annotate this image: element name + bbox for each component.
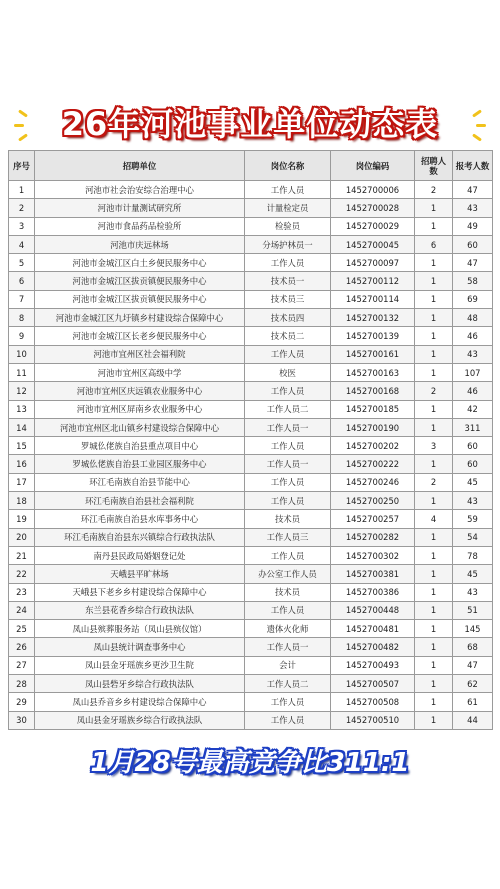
cell-applicants: 145: [453, 620, 493, 638]
cell-unit: 凤山县砦牙乡综合行政执法队: [35, 675, 245, 693]
cell-applicants: 61: [453, 693, 493, 711]
cell-recruit: 1: [415, 528, 453, 546]
cell-position: 技术员二: [245, 327, 331, 345]
cell-applicants: 49: [453, 217, 493, 235]
cell-no: 21: [9, 546, 35, 564]
cell-recruit: 1: [415, 290, 453, 308]
cell-position: 工作人员: [245, 181, 331, 199]
cell-recruit: 1: [415, 418, 453, 436]
cell-position: 工作人员一: [245, 455, 331, 473]
cell-position: 工作人员: [245, 492, 331, 510]
cell-no: 15: [9, 437, 35, 455]
cell-recruit: 1: [415, 363, 453, 381]
table-row: [9, 309, 493, 327]
table-row: [9, 693, 493, 711]
cell-unit: 天峨县下老乡乡村建设综合保障中心: [35, 583, 245, 601]
cell-applicants: 45: [453, 473, 493, 491]
cell-position: 工作人员二: [245, 675, 331, 693]
cell-applicants: 60: [453, 455, 493, 473]
cell-unit: 河池市庆远林场: [35, 235, 245, 253]
cell-code: 1452700381: [331, 565, 415, 583]
cell-no: 11: [9, 363, 35, 381]
table-row: [9, 473, 493, 491]
cell-unit: 河池市宜州区庆远镇农业服务中心: [35, 382, 245, 400]
header-applicants-label: 报考人数: [455, 160, 490, 171]
table-row: [9, 400, 493, 418]
table-row: [9, 510, 493, 528]
header-recruit: [415, 151, 453, 181]
cell-code: 1452700508: [331, 693, 415, 711]
cell-code: 1452700250: [331, 492, 415, 510]
cell-unit: 凤山县乔音乡乡村建设综合保障中心: [35, 693, 245, 711]
table-row: [9, 675, 493, 693]
cell-position: 办公室工作人员: [245, 565, 331, 583]
cell-code: 1452700493: [331, 656, 415, 674]
cell-recruit: 6: [415, 235, 453, 253]
cell-position: 工作人员: [245, 437, 331, 455]
cell-no: 18: [9, 492, 35, 510]
table-header-row: [9, 151, 493, 181]
cell-position: 分场护林员一: [245, 235, 331, 253]
cell-code: 1452700168: [331, 382, 415, 400]
cell-recruit: 1: [415, 400, 453, 418]
cell-unit: 河池市金城江区白土乡便民服务中心: [35, 254, 245, 272]
recruitment-table-container: [8, 150, 492, 730]
cell-recruit: 1: [415, 272, 453, 290]
cell-recruit: 1: [415, 638, 453, 656]
table-row: [9, 199, 493, 217]
cell-recruit: 2: [415, 181, 453, 199]
cell-applicants: 47: [453, 656, 493, 674]
cell-code: 1452700161: [331, 345, 415, 363]
cell-position: 工作人员三: [245, 528, 331, 546]
cell-unit: 环江毛南族自治县社会福利院: [35, 492, 245, 510]
cell-recruit: 4: [415, 510, 453, 528]
cell-code: 1452700185: [331, 400, 415, 418]
cell-code: 1452700481: [331, 620, 415, 638]
cell-no: 13: [9, 400, 35, 418]
cell-code: 1452700006: [331, 181, 415, 199]
cell-position: 工作人员: [245, 601, 331, 619]
cell-unit: 罗城仫佬族自治县工业园区服务中心: [35, 455, 245, 473]
table-body: [9, 181, 493, 730]
table-row: [9, 565, 493, 583]
cell-recruit: 1: [415, 656, 453, 674]
header-unit: 招聘单位: [35, 151, 245, 181]
cell-unit: 东兰县花香乡综合行政执法队: [35, 601, 245, 619]
cell-applicants: 45: [453, 565, 493, 583]
cell-no: 22: [9, 565, 35, 583]
cell-position: 计量检定员: [245, 199, 331, 217]
cell-unit: 凤山县金牙瑶族乡综合行政执法队: [35, 711, 245, 729]
cell-unit: 罗城仫佬族自治县重点项目中心: [35, 437, 245, 455]
cell-code: 1452700386: [331, 583, 415, 601]
header-no: 序号: [9, 151, 35, 181]
cell-position: 校医: [245, 363, 331, 381]
cell-unit: 河池市金城江区拔贡镇便民服务中心: [35, 290, 245, 308]
cell-recruit: 1: [415, 711, 453, 729]
table-row: [9, 290, 493, 308]
cell-applicants: 43: [453, 345, 493, 363]
cell-recruit: 1: [415, 217, 453, 235]
cell-position: 工作人员二: [245, 400, 331, 418]
cell-unit: 河池市宜州区社会福利院: [35, 345, 245, 363]
table-row: [9, 345, 493, 363]
table-row: [9, 418, 493, 436]
cell-recruit: 1: [415, 309, 453, 327]
table-row: [9, 492, 493, 510]
cell-position: 技术员: [245, 510, 331, 528]
table-row: [9, 711, 493, 729]
cell-applicants: 311: [453, 418, 493, 436]
cell-position: 工作人员: [245, 254, 331, 272]
cell-applicants: 69: [453, 290, 493, 308]
cell-no: 3: [9, 217, 35, 235]
table-row: [9, 235, 493, 253]
bottom-background: [0, 790, 500, 889]
cell-recruit: 2: [415, 473, 453, 491]
cell-applicants: 59: [453, 510, 493, 528]
cell-recruit: 1: [415, 199, 453, 217]
cell-applicants: 46: [453, 382, 493, 400]
cell-recruit: 1: [415, 254, 453, 272]
cell-no: 10: [9, 345, 35, 363]
cell-code: 1452700045: [331, 235, 415, 253]
cell-unit: 河池市金城江区长老乡便民服务中心: [35, 327, 245, 345]
table-row: [9, 528, 493, 546]
cell-code: 1452700302: [331, 546, 415, 564]
cell-unit: 天峨县平旷林场: [35, 565, 245, 583]
cell-no: 6: [9, 272, 35, 290]
cell-recruit: 1: [415, 546, 453, 564]
table-row: [9, 272, 493, 290]
cell-position: 工作人员: [245, 693, 331, 711]
cell-recruit: 1: [415, 492, 453, 510]
cell-no: 24: [9, 601, 35, 619]
page-title: 26年河池事业单位动态表: [61, 105, 439, 143]
cell-applicants: 51: [453, 601, 493, 619]
cell-position: 技术员一: [245, 272, 331, 290]
cell-code: 1452700029: [331, 217, 415, 235]
cell-recruit: 1: [415, 345, 453, 363]
cell-code: 1452700028: [331, 199, 415, 217]
cell-no: 28: [9, 675, 35, 693]
cell-unit: 凤山县殡葬服务站（凤山县殡仪馆）: [35, 620, 245, 638]
cell-code: 1452700246: [331, 473, 415, 491]
cell-applicants: 43: [453, 583, 493, 601]
recruitment-table: [8, 150, 493, 730]
cell-no: 29: [9, 693, 35, 711]
cell-no: 25: [9, 620, 35, 638]
cell-position: 工作人员一: [245, 638, 331, 656]
header-recruit-label: 招聘人数: [420, 155, 447, 176]
table-row: [9, 620, 493, 638]
cell-recruit: 1: [415, 675, 453, 693]
cell-applicants: 107: [453, 363, 493, 381]
cell-recruit: 1: [415, 693, 453, 711]
cell-recruit: 2: [415, 382, 453, 400]
cell-code: 1452700112: [331, 272, 415, 290]
cell-no: 16: [9, 455, 35, 473]
table-row: [9, 217, 493, 235]
cell-unit: 凤山县统计调查事务中心: [35, 638, 245, 656]
cell-unit: 河池市宜州区高级中学: [35, 363, 245, 381]
header-code: 岗位编码: [331, 151, 415, 181]
cell-unit: 河池市金城江区九圩镇乡村建设综合保障中心: [35, 309, 245, 327]
cell-applicants: 42: [453, 400, 493, 418]
cell-no: 19: [9, 510, 35, 528]
cell-unit: 凤山县金牙瑶族乡更沙卫生院: [35, 656, 245, 674]
table-row: [9, 382, 493, 400]
table-row: [9, 437, 493, 455]
table-row: [9, 181, 493, 199]
cell-position: 工作人员: [245, 345, 331, 363]
cell-code: 1452700257: [331, 510, 415, 528]
cell-applicants: 43: [453, 199, 493, 217]
table-row: [9, 601, 493, 619]
cell-recruit: 1: [415, 620, 453, 638]
cell-no: 17: [9, 473, 35, 491]
table-row: [9, 254, 493, 272]
cell-recruit: 1: [415, 327, 453, 345]
cell-code: 1452700222: [331, 455, 415, 473]
cell-recruit: 1: [415, 601, 453, 619]
cell-unit: 河池市食品药品检验所: [35, 217, 245, 235]
cell-applicants: 47: [453, 181, 493, 199]
header-applicants: [453, 151, 493, 181]
cell-applicants: 60: [453, 235, 493, 253]
cell-applicants: 62: [453, 675, 493, 693]
cell-applicants: 78: [453, 546, 493, 564]
cell-position: 检验员: [245, 217, 331, 235]
cell-no: 9: [9, 327, 35, 345]
cell-applicants: 58: [453, 272, 493, 290]
cell-unit: 河池市计量测试研究所: [35, 199, 245, 217]
cell-code: 1452700163: [331, 363, 415, 381]
cell-position: 遗体火化师: [245, 620, 331, 638]
cell-recruit: 3: [415, 437, 453, 455]
cell-applicants: 47: [453, 254, 493, 272]
cell-recruit: 1: [415, 455, 453, 473]
cell-applicants: 60: [453, 437, 493, 455]
table-row: [9, 638, 493, 656]
cell-no: 23: [9, 583, 35, 601]
cell-position: 技术员四: [245, 309, 331, 327]
cell-unit: 环江毛南族自治县东兴镇综合行政执法队: [35, 528, 245, 546]
cell-code: 1452700190: [331, 418, 415, 436]
cell-no: 8: [9, 309, 35, 327]
cell-applicants: 68: [453, 638, 493, 656]
cell-code: 1452700448: [331, 601, 415, 619]
top-background: [0, 0, 500, 100]
cell-code: 1452700510: [331, 711, 415, 729]
cell-unit: 河池市金城江区拔贡镇便民服务中心: [35, 272, 245, 290]
cell-no: 26: [9, 638, 35, 656]
cell-no: 5: [9, 254, 35, 272]
cell-code: 1452700139: [331, 327, 415, 345]
cell-no: 14: [9, 418, 35, 436]
cell-position: 工作人员: [245, 382, 331, 400]
cell-code: 1452700202: [331, 437, 415, 455]
table-row: [9, 546, 493, 564]
cell-no: 27: [9, 656, 35, 674]
cell-unit: 河池市宜州区北山镇乡村建设综合保障中心: [35, 418, 245, 436]
cell-recruit: 1: [415, 583, 453, 601]
cell-no: 1: [9, 181, 35, 199]
cell-code: 1452700132: [331, 309, 415, 327]
cell-no: 7: [9, 290, 35, 308]
cell-code: 1452700097: [331, 254, 415, 272]
cell-position: 工作人员: [245, 711, 331, 729]
cell-no: 20: [9, 528, 35, 546]
cell-applicants: 54: [453, 528, 493, 546]
cell-position: 会计: [245, 656, 331, 674]
cell-recruit: 1: [415, 565, 453, 583]
table-row: [9, 327, 493, 345]
cell-applicants: 44: [453, 711, 493, 729]
table-row: [9, 583, 493, 601]
table-row: [9, 656, 493, 674]
competition-banner: 1月28号最高竞争比311:1: [90, 748, 410, 778]
table-row: [9, 363, 493, 381]
cell-code: 1452700282: [331, 528, 415, 546]
cell-position: 技术员三: [245, 290, 331, 308]
cell-no: 12: [9, 382, 35, 400]
cell-applicants: 43: [453, 492, 493, 510]
cell-position: 工作人员一: [245, 418, 331, 436]
header-position: 岗位名称: [245, 151, 331, 181]
cell-unit: 河池市社会治安综合治理中心: [35, 181, 245, 199]
cell-unit: 河池市宜州区屏南乡农业服务中心: [35, 400, 245, 418]
cell-no: 30: [9, 711, 35, 729]
cell-unit: 南丹县民政局婚姻登记处: [35, 546, 245, 564]
cell-code: 1452700482: [331, 638, 415, 656]
cell-unit: 环江毛南族自治县节能中心: [35, 473, 245, 491]
cell-unit: 环江毛南族自治县水库事务中心: [35, 510, 245, 528]
table-row: [9, 455, 493, 473]
cell-position: 工作人员: [245, 473, 331, 491]
cell-position: 工作人员: [245, 546, 331, 564]
cell-position: 技术员: [245, 583, 331, 601]
cell-no: 4: [9, 235, 35, 253]
cell-no: 2: [9, 199, 35, 217]
cell-code: 1452700114: [331, 290, 415, 308]
cell-applicants: 46: [453, 327, 493, 345]
cell-applicants: 48: [453, 309, 493, 327]
cell-code: 1452700507: [331, 675, 415, 693]
